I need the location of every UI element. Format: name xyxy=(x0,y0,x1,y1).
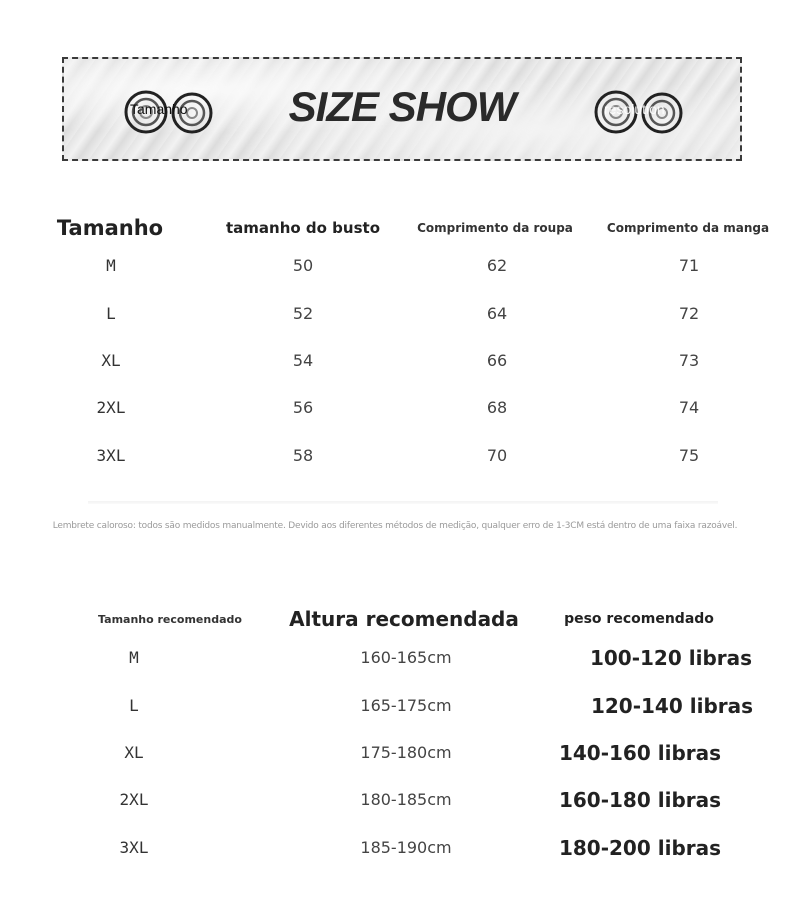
table1-bust-cell: 54 xyxy=(292,351,314,370)
table1-length-cell: 68 xyxy=(486,398,508,417)
table1-size-cell: 3XL xyxy=(96,446,126,465)
table2-size-cell: M xyxy=(129,648,139,667)
table2-weight-cell: 140-160 libras xyxy=(558,741,722,765)
table1-sleeve-cell: 73 xyxy=(678,351,700,370)
table2-height-cell: 165-175cm xyxy=(360,696,452,715)
banner-left-label: Tamanho xyxy=(130,101,188,117)
table1-header-bust: tamanho do busto xyxy=(225,219,381,237)
table1-size-cell: XL xyxy=(101,351,121,370)
table1-sleeve-cell: 74 xyxy=(678,398,700,417)
measurement-note: Lembrete caloroso: todos são medidos manualmente. Devido aos diferentes métodos de medição, qualquer erro de 1-3CM está dentro de uma faixa razoável. xyxy=(52,521,738,531)
table1-header-size: Tamanho xyxy=(56,216,164,240)
table2-height-cell: 160-165cm xyxy=(360,648,452,667)
table2-weight-cell: 160-180 libras xyxy=(558,788,722,812)
table2-weight-cell: 100-120 libras xyxy=(589,646,753,670)
size-show-banner xyxy=(62,57,742,161)
table2-height-cell: 175-180cm xyxy=(360,743,452,762)
table2-header-size: Tamanho recomendado xyxy=(98,613,242,626)
table1-sleeve-cell: 71 xyxy=(678,256,700,275)
table1-size-cell: L xyxy=(106,304,116,323)
table1-bust-cell: 56 xyxy=(292,398,314,417)
table1-header-length: Comprimento da roupa xyxy=(417,221,573,235)
table1-sleeve-cell: 75 xyxy=(678,446,700,465)
table2-size-cell: L xyxy=(129,696,139,715)
table2-weight-cell: 120-140 libras xyxy=(590,694,754,718)
divider xyxy=(88,501,718,504)
table1-size-cell: 2XL xyxy=(96,398,126,417)
table2-size-cell: XL xyxy=(124,743,144,762)
table2-weight-cell: 180-200 libras xyxy=(558,836,722,860)
table1-length-cell: 66 xyxy=(486,351,508,370)
table1-length-cell: 62 xyxy=(486,256,508,275)
table1-header-sleeve: Comprimento da manga xyxy=(606,221,770,235)
banner-right-label: resolution xyxy=(604,101,665,117)
table2-height-cell: 185-190cm xyxy=(360,838,452,857)
table2-header-height: Altura recomendada xyxy=(289,607,519,631)
table1-length-cell: 70 xyxy=(486,446,508,465)
banner-title: SIZE SHOW xyxy=(288,83,516,130)
table1-bust-cell: 50 xyxy=(292,256,314,275)
table2-size-cell: 2XL xyxy=(119,790,149,809)
table1-bust-cell: 58 xyxy=(292,446,314,465)
table2-height-cell: 180-185cm xyxy=(360,790,452,809)
table1-length-cell: 64 xyxy=(486,304,508,323)
table1-sleeve-cell: 72 xyxy=(678,304,700,323)
table1-size-cell: M xyxy=(106,256,116,275)
table2-header-weight: peso recomendado xyxy=(564,611,714,627)
table2-size-cell: 3XL xyxy=(119,838,149,857)
table1-bust-cell: 52 xyxy=(292,304,314,323)
